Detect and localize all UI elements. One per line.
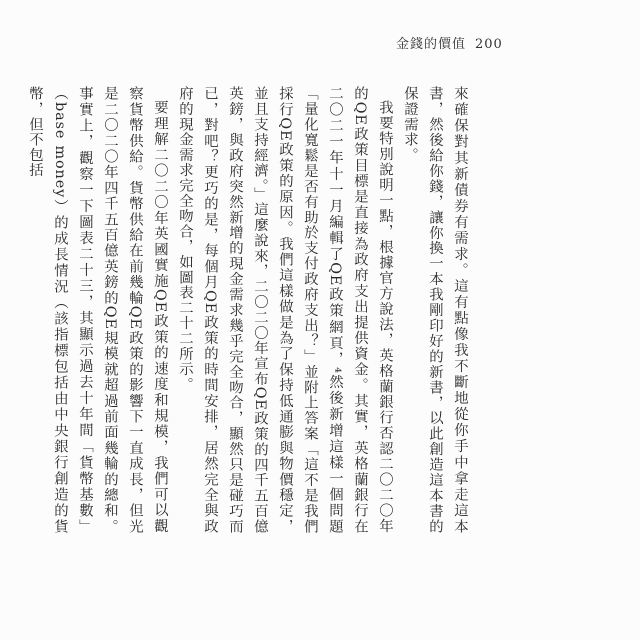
body-text <box>27 86 472 535</box>
text-column: 網頁，⁴然後新增這樣一個問題「量化寬鬆是否有助於支付政府支出？」並附上答案 <box>302 86 343 534</box>
page-number: 200 <box>475 37 503 52</box>
text-column: 幣供給在前幾輪QE政策的影響下一直成長，但光是二〇二〇年四千五百億英鎊的 <box>102 86 143 534</box>
paragraph <box>172 86 397 534</box>
paragraph <box>397 86 472 534</box>
text-column: 要理解二〇二〇年英國實施QE政策的速度和規模，我們可以觀察貨幣供給。貨 <box>127 86 168 534</box>
book-title: 金錢的價值 <box>396 37 467 52</box>
paragraph <box>22 86 172 534</box>
text-column: 來確保對其新債券有需求。這有點像我不斷地從你手中拿走這本書，然後給你錢，讓你 <box>427 86 468 534</box>
running-header <box>396 33 503 52</box>
text-column: 是直接為政府支出提供資金。其實，英格蘭銀行在二〇二一年十一月編輯了QE政策 <box>327 86 368 534</box>
text-column: 「這不是我們採行QE政策的原因。我們這樣做是為了保持低通膨與物價穩定，並且支 <box>252 86 318 534</box>
text-column: 間安排，居然完全與政府的現金需求完全吻合，如圖表二十二所示。 <box>177 86 218 535</box>
text-column: 我要特別說明一點，根據官方說法，英格蘭銀行否認二〇二〇年的QE政策目標 <box>352 86 393 534</box>
text-column: 換一本我剛印好的新書，以此創造這本書的保證需求。 <box>402 86 443 535</box>
text-column: 持經濟。」這麼說來，二〇二〇年宣布QE政策的四千五百億英鎊，與政府突然新增的 <box>227 86 268 535</box>
text-column: 現金需求幾乎完全吻合，顯然只是碰巧而已，對吧？更巧的是，每個月QE政策的時 <box>202 86 243 534</box>
text-column: 「貨幣基數」（base money）的成長情況（該指標包括由中央銀行創造的貨幣，但不包括 <box>27 86 93 534</box>
text-column: QE規模就超過前面幾輪的總和。事實上，觀察一下圖表二十三，其顯示過去十年間 <box>77 86 118 534</box>
